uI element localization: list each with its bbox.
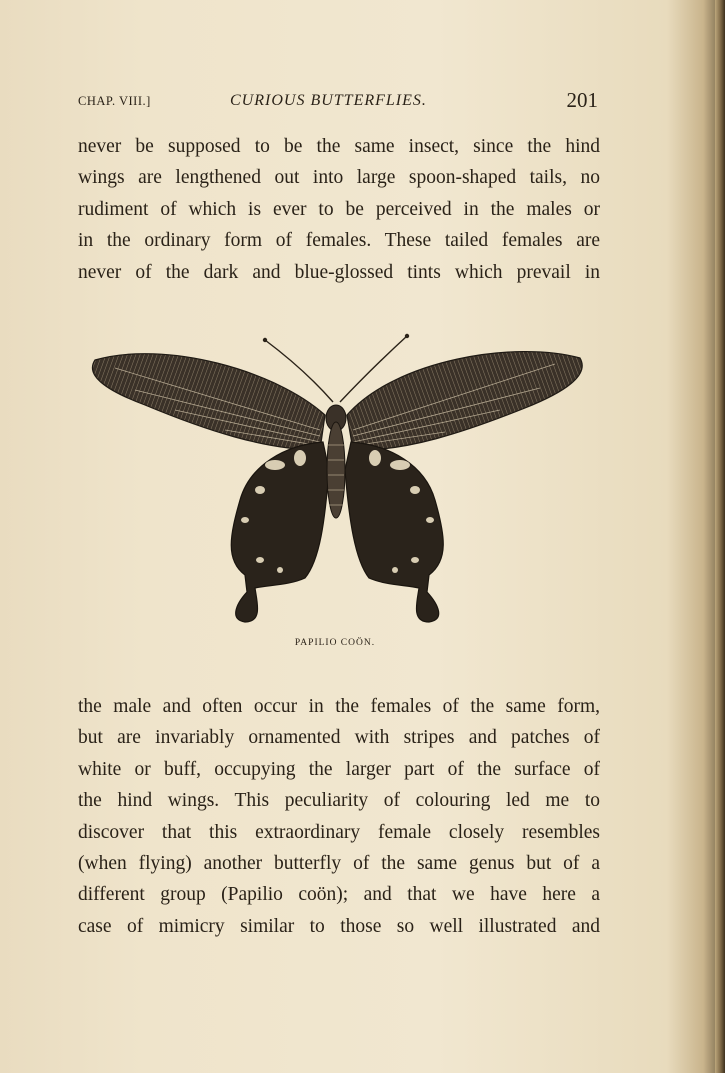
text-line: rudiment of which is ever to be perceived in the males or <box>78 198 600 220</box>
text-line: never be supposed to be the same insect, since the hind <box>78 136 600 157</box>
page-number: 201 <box>566 88 598 112</box>
page-edge <box>715 0 725 1073</box>
text-line: in the ordinary form of females. These tailed females are <box>78 230 600 252</box>
butterfly-illustration <box>85 330 590 630</box>
paragraph-bottom <box>78 691 600 942</box>
text-line: different group (Papilio coön); and that we have here a <box>78 884 600 906</box>
paragraph-top <box>78 131 600 288</box>
figure-caption: PAPILIO COÖN. <box>294 638 376 648</box>
text-line: but are invariably ornamented with stripes and patches of <box>78 727 600 749</box>
text-line: the hind wings. This peculiarity of colouring led me to <box>78 790 600 812</box>
text-line: white or buff, occupying the larger part of the surface of <box>78 758 600 780</box>
text-line: (when flying) another butterfly of the same genus but of a <box>78 852 600 874</box>
text-line: the male and often occur in the females of the same form, <box>78 696 600 717</box>
text-line: never of the dark and blue-glossed tints which prevail in <box>78 261 600 283</box>
butterfly-engraving <box>85 330 590 630</box>
chapter-label: CHAP. VIII.] <box>78 94 151 108</box>
page-header <box>78 90 598 116</box>
running-title: CURIOUS BUTTERFLIES. <box>230 92 427 109</box>
text-line: wings are lengthened out into large spoon-shaped tails, no <box>78 167 600 189</box>
text-line: discover that this extraordinary female closely resembles <box>78 821 600 843</box>
text-line: case of mimicry similar to those so well illustrated and <box>78 915 600 937</box>
